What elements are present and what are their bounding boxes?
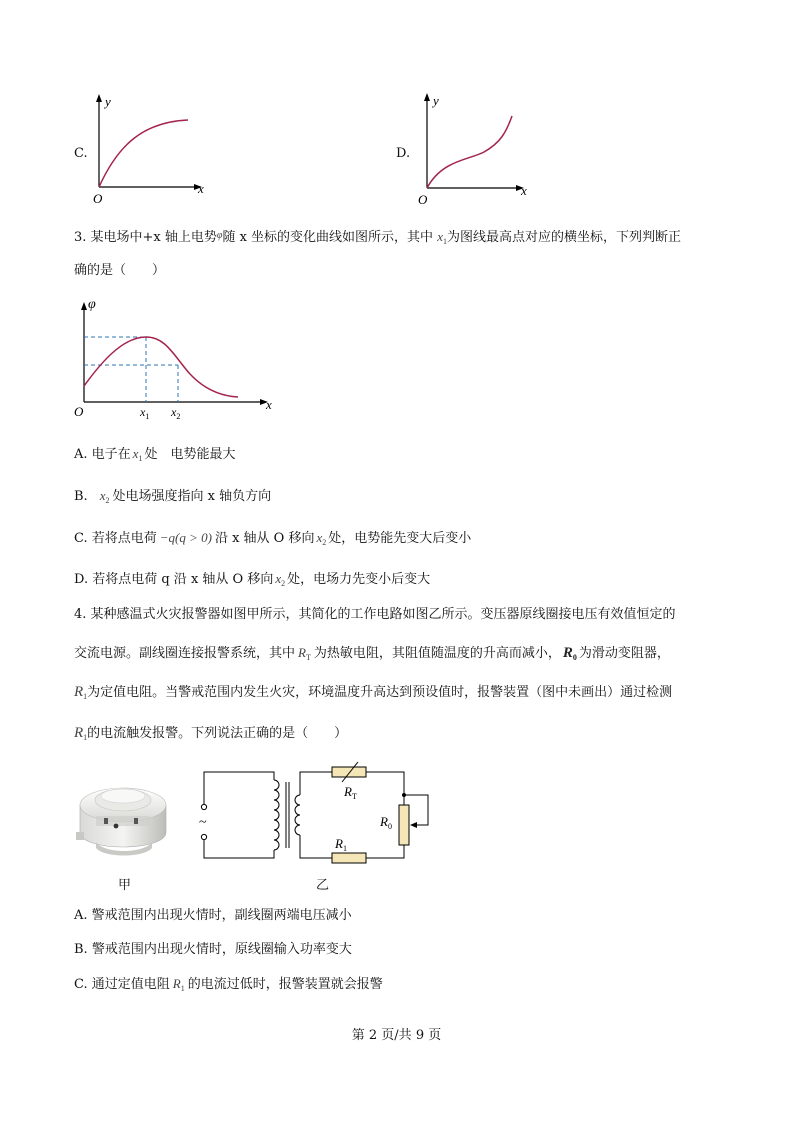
graph-c-y-arrow bbox=[96, 94, 102, 102]
graph-d-curve bbox=[427, 116, 512, 188]
smoke-detector-image bbox=[74, 770, 174, 865]
rheostat-slider-arrow bbox=[410, 822, 417, 828]
q3-option-a[interactable]: A. 电子在 $x_1$ 处 电势能最大 bbox=[74, 446, 236, 463]
secondary-coil bbox=[295, 795, 300, 835]
q3-graph-tick-x1: $x_1$ bbox=[140, 405, 150, 420]
q3-x1-symbol: $x_1$ bbox=[437, 229, 447, 246]
figure-yi-label: 乙 bbox=[316, 878, 330, 893]
graph-c-curve bbox=[99, 120, 188, 187]
graph-d-origin: O bbox=[418, 192, 428, 205]
q3-phi-symbol: φ bbox=[216, 230, 223, 241]
q3-option-c[interactable]: C. 若将点电荷 −q(q > 0) 沿 x 轴从 O 移向 $x_2$ 处，电势能先变大后变小 bbox=[74, 530, 472, 547]
graph-c bbox=[88, 90, 213, 205]
q3-graph-tick-x2: $x_2$ bbox=[171, 405, 181, 420]
q4-option-b[interactable]: B. 警戒范围内出现火情时，原线圈输入功率变大 bbox=[74, 942, 352, 957]
wire-r1-right bbox=[366, 845, 404, 858]
q3-stem-line1 bbox=[74, 227, 681, 251]
q4-option-a[interactable]: A. 警戒范围内出现火情时，副线圈两端电压减小 bbox=[74, 908, 352, 923]
option-c-label: C. bbox=[74, 146, 88, 161]
q4-stem-line4: $R_1$的电流触发报警。下列说法正确的是（ ） bbox=[74, 725, 348, 742]
q3-graph-y-arrow bbox=[81, 302, 87, 310]
ac-terminal-bottom bbox=[201, 834, 206, 839]
thermistor-rt bbox=[332, 767, 366, 777]
option-d-label: D. bbox=[396, 146, 411, 161]
q3-graph-y-label: φ bbox=[88, 297, 96, 312]
q3-option-b[interactable]: B. $x_2$ 处电场强度指向 x 轴负方向 bbox=[74, 488, 272, 505]
q3-stem-part: 3. 某电场中+x 轴上电势 bbox=[74, 230, 217, 245]
figure-jia-label: 甲 bbox=[118, 878, 132, 893]
primary-wire-bottom bbox=[204, 840, 274, 858]
resistor-r1 bbox=[332, 853, 366, 863]
q3-stem-part: 为图线最高点对应的横坐标，下列判断正 bbox=[446, 230, 681, 245]
alarm-circuit-diagram bbox=[192, 760, 437, 870]
graph-d bbox=[414, 88, 539, 205]
q4-option-c[interactable]: C. 通过定值电阻 $R_1$ 的电流过低时，报警装置就会报警 bbox=[74, 976, 383, 993]
primary-wire-top bbox=[204, 772, 274, 804]
page-footer: 第 2 页/共 9 页 bbox=[351, 1028, 442, 1043]
q3-graph-x-label: x bbox=[266, 397, 272, 412]
q4-stem-line3: $R_1$为定值电阻。当警戒范围内发生火灾，环境温度升高达到预设值时，报警装置（图中未画出）通过检测 bbox=[74, 684, 673, 701]
q4-stem-line2: 交流电源。副线圈连接报警系统，其中 $R_T$ 为热敏电阻，其阻值随温度的升高而减小， $R_0$ 为滑动变阻器， bbox=[74, 645, 670, 662]
graph-c-y-label: y bbox=[105, 94, 111, 109]
secondary-wire-top bbox=[300, 772, 332, 795]
q3-potential-graph bbox=[70, 294, 285, 420]
q3-potential-curve bbox=[84, 337, 238, 397]
thermistor-rt-label: $R_T$ bbox=[344, 784, 357, 801]
wire-rt-right bbox=[366, 772, 404, 795]
q3-option-d[interactable]: D. 若将点电荷 q 沿 x 轴从 O 移向 $x_2$ 处，电场力先变小后变大 bbox=[74, 571, 431, 588]
ac-source-symbol: ~ bbox=[199, 815, 207, 830]
primary-coil bbox=[274, 780, 279, 850]
rheostat-r0 bbox=[399, 805, 409, 845]
resistor-r1-label: $R_1$ bbox=[335, 836, 347, 853]
q3-graph-origin: O bbox=[74, 404, 84, 419]
graph-d-y-arrow bbox=[424, 93, 430, 101]
ac-terminal-top bbox=[201, 804, 206, 809]
rheostat-r0-label: $R_0$ bbox=[380, 814, 392, 831]
graph-c-x-label: x bbox=[198, 181, 204, 196]
graph-c-origin: O bbox=[93, 191, 103, 205]
q4-stem-line1: 4. 某种感温式火灾报警器如图甲所示，其简化的工作电路如图乙所示。变压器原线圈接电压有效值恒定的 bbox=[74, 607, 676, 622]
graph-d-x-label: x bbox=[521, 183, 527, 198]
secondary-wire-bottom bbox=[300, 835, 332, 858]
q3-stem-line2: 确的是（ ） bbox=[74, 263, 166, 278]
q3-stem-part: 随 x 坐标的变化曲线如图所示，其中 bbox=[222, 230, 434, 245]
graph-d-y-label: y bbox=[433, 93, 439, 108]
